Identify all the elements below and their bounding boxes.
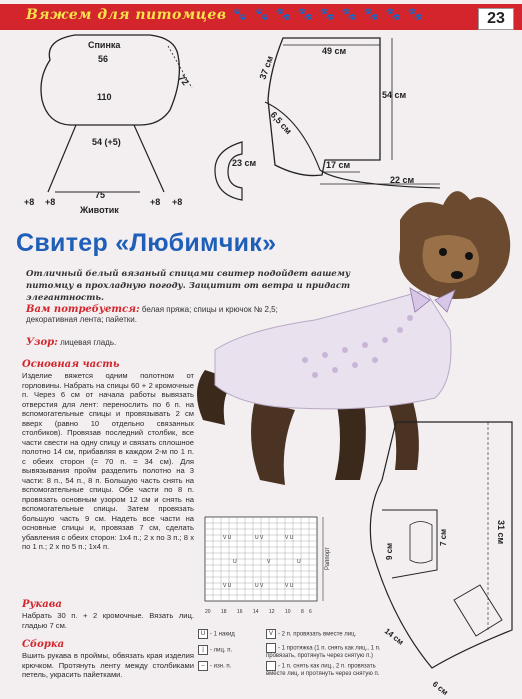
legend-item-4: - 1 протяжка (1 п. снять как лиц., 1 п. провязать, протянуть через снятую п.)	[266, 645, 381, 659]
svg-text:V U: V U	[223, 535, 232, 541]
legend-item-3: - лиц. п.	[210, 647, 233, 654]
diag-65: 6,5 см	[268, 109, 294, 137]
k2tog-symbol: V	[266, 629, 276, 639]
sweater-schematic	[352, 400, 522, 699]
svg-text:18: 18	[221, 609, 227, 615]
width-17: 17 см	[326, 160, 351, 170]
width-7: 7 см	[439, 528, 448, 546]
spinka-value: 56	[98, 54, 109, 64]
purl-symbol: –	[198, 661, 208, 671]
materials-text: белая пряжа; спицы и крючок № 2,5; декоративная лента; пайетки.	[26, 305, 278, 324]
svg-text:6: 6	[309, 609, 312, 615]
belly-value: 75	[95, 190, 106, 200]
knit-symbol: |	[198, 645, 208, 655]
page-number: 23	[478, 8, 514, 30]
legend-item-6: - 1 п. снять как лиц., 2 п. провязать вместе лиц. и протянуть через снятую п.	[266, 663, 380, 677]
svg-text:20: 20	[205, 609, 211, 615]
width-49: 49 см	[322, 46, 347, 56]
main-part-heading: Основная часть	[22, 359, 120, 370]
assembly-text: Вшить рукава в проймы, обвязать края изделия крючком. Протянуть ленту между столбиками петель, украсить пайетками.	[22, 651, 194, 679]
width-14: 14 см	[382, 626, 406, 647]
plus8-c: +8	[150, 197, 161, 207]
article-title: Свитер «Любимчик»	[16, 229, 277, 257]
main-part-text: Изделие вяжется одним полотном от горловины. Набрать на спицы 60 + 2 кромочные п. Через 6 см от начала работы вывязать отверстия для лент: перенослить по 6 п. на вспомогательные спицы и провязывать 2 см вверх (равно 10 отдельно связанных столбиков). Провязав последний столбик, все части свести на одну спицу и связать сплошное полотно 14 см, прибавляя в каждом 2-м по 1 п. с обеих сторон (= 70 п. = 34 см). Для вывязывания пройм разделить полотно на 3 части: 8 п., 54 п., 8 п. Большую часть снять на вспомогательные спицы. Обе части по 8 п. провязать основным узором 12 см и снять на вспомогательные спицы. Затем провязать большую часть 9 см. Надеть все части на основные спицы и, провязав 7 см, сделать убавления с обеих сторон: 1х4 п.; 2 х по 3 п.; 8 х по 1 п.; 2 х по 5 п.; 1х4 п.	[22, 371, 194, 551]
plus8-b: +8	[45, 197, 56, 207]
svg-text:12: 12	[269, 609, 275, 615]
assembly-heading: Сборка	[22, 639, 65, 650]
spinka-label: Спинка	[88, 40, 121, 50]
width-23: 23 см	[232, 158, 257, 168]
belly-label: Животик	[80, 205, 119, 215]
svg-text:10: 10	[285, 609, 291, 615]
sweater-piece-outline	[268, 38, 380, 176]
chest-value: 110	[97, 92, 112, 102]
height-31: 31 см	[496, 520, 506, 545]
section-title: Вяжем для питомцев	[26, 7, 227, 23]
width-22: 22 см	[390, 175, 415, 185]
svg-text:U: U	[297, 559, 301, 565]
rapport-label: Раппорт	[325, 547, 331, 570]
height-54: 54 см	[382, 90, 407, 100]
legend-item-1: - 1 накид	[210, 631, 235, 638]
legend-item-2: - 2 п. провязать вместе лиц.	[278, 631, 357, 638]
svg-text:14: 14	[253, 609, 259, 615]
svg-text:V U: V U	[285, 535, 294, 541]
diag-value: 72	[176, 73, 191, 88]
materials-label: Вам потребуется:	[26, 304, 140, 315]
plus8-a: +8	[24, 197, 35, 207]
legend-item-5: - изн. п.	[210, 663, 232, 670]
yarn-over-symbol: U	[198, 629, 208, 639]
width-9: 9 см	[385, 542, 394, 560]
sleeves-heading: Рукава	[22, 599, 62, 610]
sk2p-symbol	[266, 661, 276, 671]
height-37: 37 см	[257, 54, 276, 81]
svg-text:V U: V U	[285, 583, 294, 589]
width-6: 6 см	[430, 679, 450, 698]
ssk-symbol	[266, 643, 276, 653]
sleeves-text: Набрать 30 п. + 2 кромочные. Вязать лиц. гладью 7 см.	[22, 611, 194, 630]
svg-text:U: U	[233, 559, 237, 565]
pattern-block	[26, 337, 116, 348]
pattern-text: лицевая гладь.	[57, 338, 117, 347]
svg-text:V U: V U	[223, 583, 232, 589]
paw-prints-decoration: 🐾🐾🐾🐾🐾🐾🐾🐾🐾	[232, 7, 430, 21]
svg-text:16: 16	[237, 609, 243, 615]
neck-value: 54 (+5)	[92, 137, 121, 147]
svg-text:U V: U V	[255, 583, 264, 589]
plus8-d: +8	[172, 197, 183, 207]
article-intro: Отличный белый вязаный спицами свитер подойдет вашему питомцу в прохладную погоду. Защитит от ветра и придаст элегантность.	[26, 269, 351, 303]
knitting-chart	[197, 515, 347, 625]
svg-text:U V: U V	[255, 535, 264, 541]
pattern-label: Узор:	[26, 337, 58, 348]
svg-text:V: V	[267, 559, 271, 565]
svg-text:8: 8	[301, 609, 304, 615]
